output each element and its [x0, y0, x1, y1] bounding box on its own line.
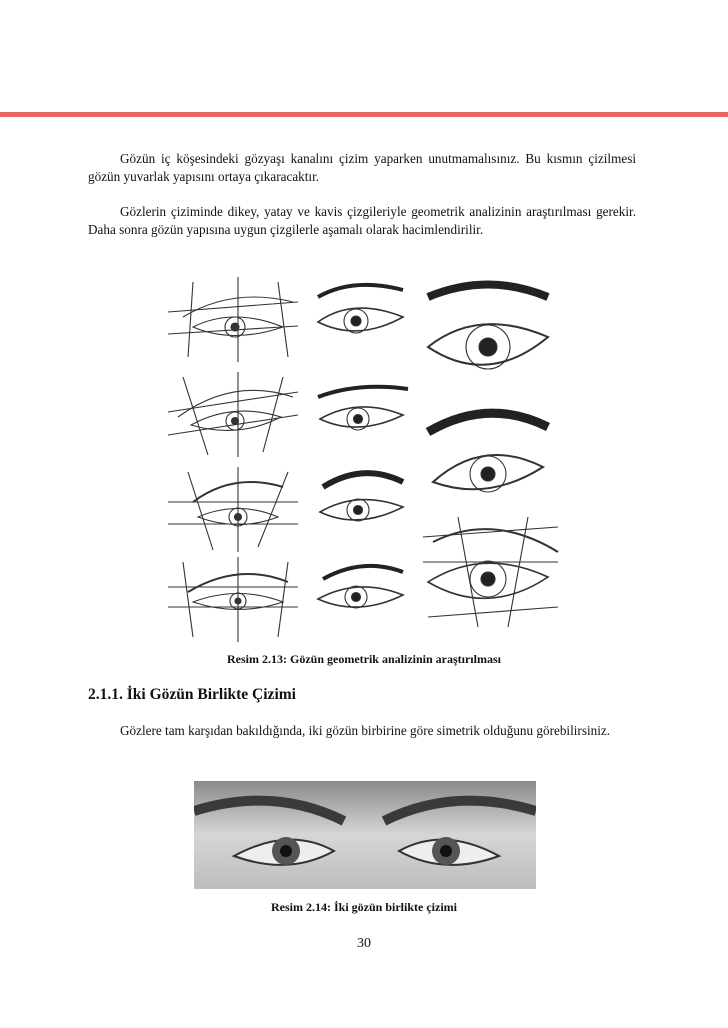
- eye-drawing-2c: [320, 473, 403, 521]
- page-number: 30: [357, 936, 371, 951]
- section-heading: 2.1.1. İki Gözün Birlikte Çizimi: [88, 686, 296, 703]
- eye-drawing-3c: [423, 517, 558, 627]
- paragraph-symmetry: Gözlere tam karşıdan bakıldığında, iki gözün birbirine göre simetrik olduğunu görebilirsiniz.: [120, 723, 611, 738]
- eye-drawing-2a: [318, 285, 403, 333]
- eye-sketch-construction-3: [168, 467, 298, 552]
- figure-two-eyes: [194, 781, 536, 889]
- eye-sketch-construction-1: [168, 277, 298, 362]
- figure-caption-2-13: Resim 2.13: Gözün geometrik analizinin araştırılması: [227, 652, 501, 666]
- paragraph-geometric-analysis: Gözlerin çiziminde dikey, yatay ve kavis çizgileriyle geometrik analizinin araştırılması gerekir. Daha sonra gözün yapısına uygun çizgilerle aşamalı olarak hacimlendirilir.: [88, 204, 636, 237]
- eye-drawing-3b: [428, 413, 548, 492]
- eye-sketch-construction-2: [168, 372, 298, 457]
- eye-drawing-2b: [318, 387, 408, 430]
- figure-caption-2-14: Resim 2.14: İki gözün birlikte çizimi: [271, 900, 457, 914]
- paragraph-tear-duct: Gözün iç köşesindeki gözyaşı kanalını çizim yaparken unutmamalısınız. Bu kısmın çizilmesi gözün yuvarlak yapısını ortaya çıkaracaktır.: [88, 151, 636, 184]
- eye-drawing-3a: [428, 285, 548, 370]
- figure-eye-geometric-analysis: [163, 272, 567, 644]
- header-accent-line: [0, 112, 728, 117]
- eye-sketch-construction-4: [168, 557, 298, 642]
- eye-drawing-2d: [318, 566, 403, 608]
